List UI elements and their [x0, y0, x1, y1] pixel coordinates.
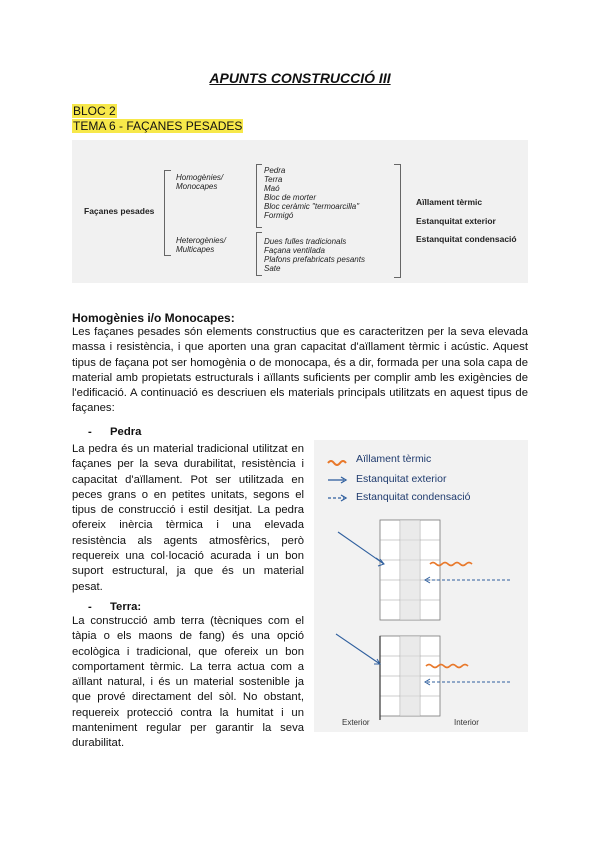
diagram-root: Façanes pesades	[84, 206, 155, 216]
legend-condensation: Estanquitat condensació	[356, 491, 471, 503]
intro-paragraph: Les façanes pesades són elements constructius que es caracteritzen per la seva elevada massa i resistència, i que aporten una gran capacitat d'aïllament tèrmic i acústic. Aquest tipus de façana pot ser homogènia o de monocapa, és a dir, formada per una sola capa de material amb propietats estructurals i aïllants suficients per complir amb les exigències de l'edificació. A continuació es descriuen els materials principals utilitzats en aquest tipus de façanes:	[72, 326, 528, 415]
bullet-pedra	[88, 426, 141, 438]
group1-item: Bloc de morter	[264, 193, 317, 202]
group2-item: Plafons prefabricats pesants	[264, 255, 365, 264]
thermal-legend-icon	[328, 461, 346, 465]
rain-arrow	[336, 634, 380, 664]
group2-item: Dues fulles tradicionals	[264, 237, 347, 246]
bullet-terra	[88, 601, 141, 613]
label-exterior: Exterior	[342, 718, 370, 727]
property-item: Aïllament tèrmic	[416, 197, 483, 207]
group1-item: Pedra	[264, 166, 286, 175]
classification-diagram	[72, 140, 528, 283]
group1-item: Maó	[264, 184, 280, 193]
legend-thermal: Aïllament tèrmic	[356, 453, 432, 465]
root-bracket	[164, 170, 171, 256]
bullet-dash: -	[88, 426, 92, 438]
group2-item: Façana ventilada	[264, 246, 325, 255]
bloc-label: BLOC 2	[73, 104, 116, 118]
group1-label-2: Monocapes	[176, 182, 218, 191]
bullet-title: Terra:	[110, 601, 142, 613]
section-heading: Homogènies i/o Monocapes:	[72, 311, 235, 325]
group1-item: Formigó	[264, 211, 294, 220]
property-item: Estanquitat condensació	[416, 234, 517, 244]
bullet-dash: -	[88, 601, 92, 613]
property-item: Estanquitat exterior	[416, 216, 496, 226]
group1-bracket	[256, 164, 262, 228]
group2-item: Sate	[264, 264, 281, 273]
page-title: APUNTS CONSTRUCCIÓ III	[209, 70, 391, 86]
bullet-title: Pedra	[110, 426, 142, 438]
group1-item: Terra	[264, 175, 283, 184]
properties-bracket	[394, 164, 401, 278]
group1-label-1: Homogènies/	[176, 173, 224, 182]
group1-item: Bloc ceràmic "termoarcilla"	[264, 202, 360, 211]
tema-label: TEMA 6 - FAÇANES PESADES	[73, 119, 243, 133]
legend-exterior: Estanquitat exterior	[356, 473, 447, 485]
group2-label-1: Heterogènies/	[176, 236, 226, 245]
group2-label-2: Multicapes	[176, 245, 215, 254]
wall-section-figure	[314, 440, 528, 732]
group2-bracket	[256, 232, 262, 276]
terra-paragraph: La construcció amb terra (tècniques com el tàpia o els maons de fang) és una opció ecològica i tradicional, que ofereix un bon comportament tèrmic. La terra actua com a aïllant natural, i és un material sostenible ja que prové directament del sòl. No obstant, requereix protecció contra la humitat i un manteniment regular per garantir la seva durabilitat.	[72, 615, 304, 750]
pedra-paragraph: La pedra és un material tradicional utilitzat en façanes per la seva durabilitat, resistència i capacitat d'aïllament. Pot ser utilitzada en peces grans o en petites unitats, segons el tipus de construcció i estil desitjat. La pedra ofereix inèrcia tèrmica i una elevada resistència als agents atmosfèrics, però requereix una col·locació acurada i un bon suport estructural, ja que és un material pesat.	[72, 443, 304, 593]
label-interior: Interior	[454, 718, 479, 727]
